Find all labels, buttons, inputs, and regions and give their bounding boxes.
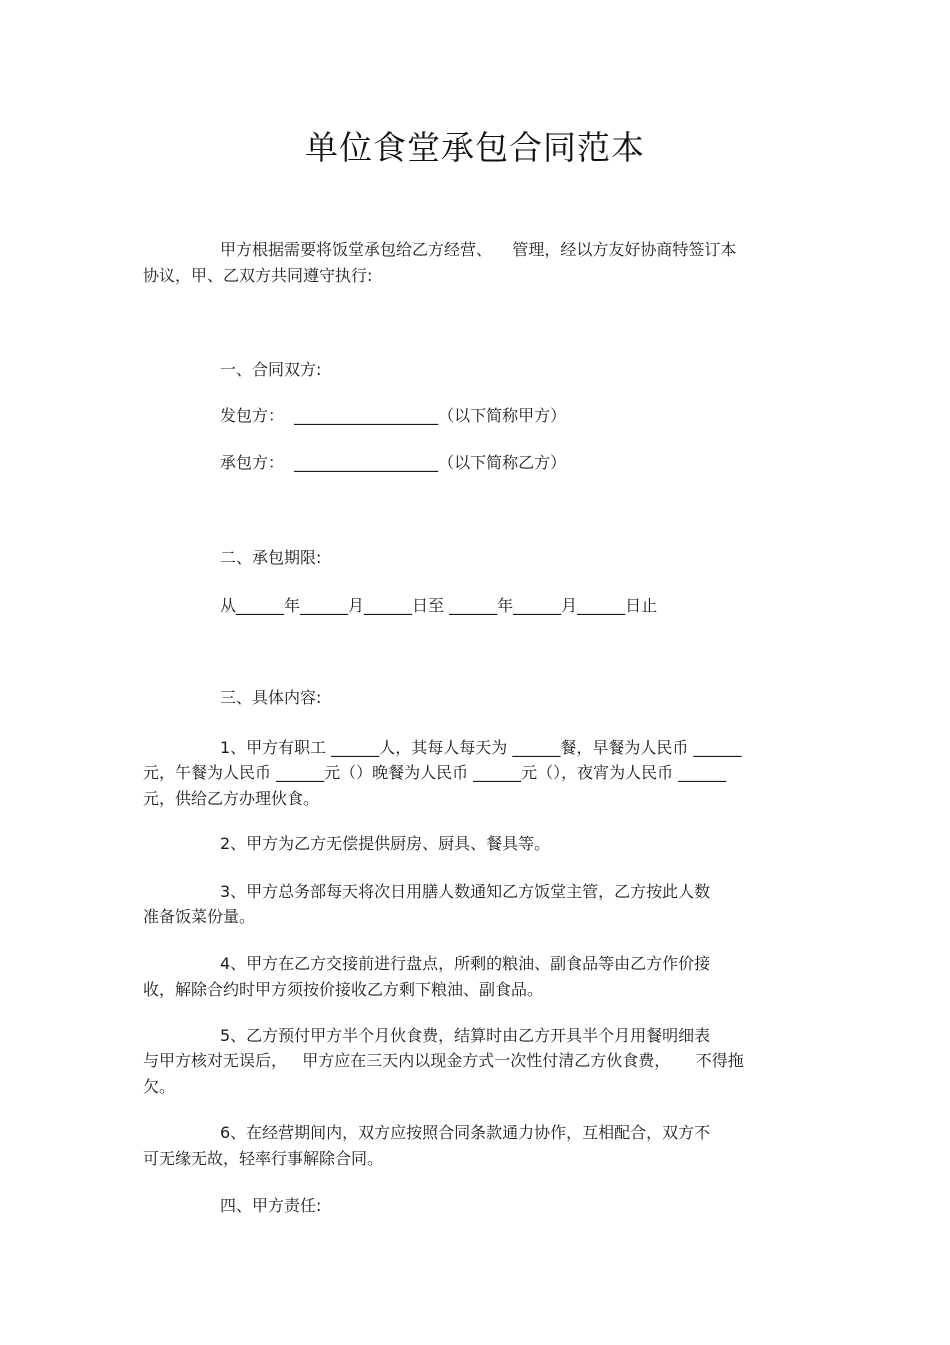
item-6-line-1: 6、在经营期间内，双方应按照合同条款通力协作，互相配合，双方不 <box>220 1123 711 1142</box>
item-1-line-1: 1、甲方有职工 ______人，其每人每天为 ______餐，早餐为人民币 ______ <box>220 738 742 757</box>
section-3-heading: 三、具体内容: <box>220 688 322 707</box>
party-a-line: 发包方： __________________（以下简称甲方） <box>220 406 567 425</box>
item-5-line-2: 与甲方核对无误后， 甲方应在三天内以现金方式一次性付清乙方伙食费， 不得拖 <box>143 1051 744 1070</box>
item-1-line-3: 元，供给乙方办理伙食。 <box>143 789 320 808</box>
item-4-line-2: 收，解除合约时甲方须按价接收乙方剩下粮油、副食品。 <box>143 980 544 999</box>
item-6-line-2: 可无缘无故，轻率行事解除合同。 <box>143 1149 384 1168</box>
section-4-heading: 四、甲方责任: <box>220 1196 322 1215</box>
item-2-line-1: 2、甲方为乙方无偿提供厨房、厨具、餐具等。 <box>220 834 551 853</box>
intro-line-2: 协议，甲、乙双方共同遵守执行: <box>143 266 373 285</box>
item-3-line-1: 3、甲方总务部每天将次日用膳人数通知乙方饭堂主管，乙方按此人数 <box>220 882 711 901</box>
item-4-line-1: 4、甲方在乙方交接前进行盘点，所剩的粮油、副食品等由乙方作价接 <box>220 954 711 973</box>
item-3-line-2: 准备饭菜份量。 <box>143 907 256 926</box>
intro-line-1: 甲方根据需要将饭堂承包给乙方经营、 管理，经以方友好协商特签订本 <box>220 240 737 259</box>
page-title: 单位食堂承包合同范本 <box>305 128 645 167</box>
item-5-line-3: 欠。 <box>143 1077 176 1096</box>
section-2-heading: 二、承包期限: <box>220 548 322 567</box>
section-1-heading: 一、合同双方: <box>220 360 322 379</box>
item-1-line-2: 元，午餐为人民币 ______元（）晚餐为人民币 ______元（），夜宵为人民币 ______ <box>143 763 727 782</box>
item-5-line-1: 5、乙方预付甲方半个月伙食费，结算时由乙方开具半个月用餐明细表 <box>220 1026 711 1045</box>
party-b-line: 承包方： __________________（以下简称乙方） <box>220 453 567 472</box>
contract-period-line: 从______年______月______日至 ______年______月______日止 <box>220 596 658 615</box>
